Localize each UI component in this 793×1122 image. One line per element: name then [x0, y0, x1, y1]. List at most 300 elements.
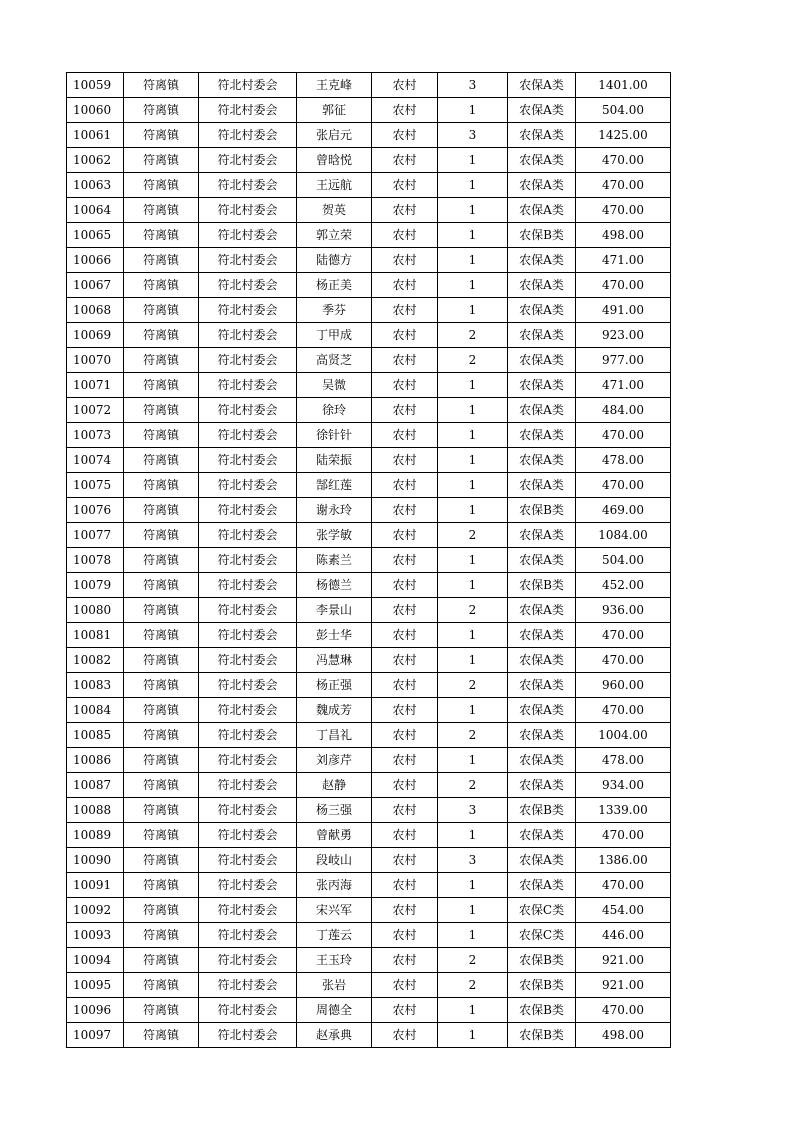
amount-cell: 936.00	[576, 598, 671, 623]
village-committee-cell: 符北村委会	[199, 198, 297, 223]
table-row	[67, 498, 671, 523]
area-type-cell: 农村	[372, 248, 438, 273]
area-type-cell: 农村	[372, 173, 438, 198]
record-id-cell: 10097	[67, 1023, 124, 1048]
record-id-cell: 10065	[67, 223, 124, 248]
person-name-cell: 陆德方	[297, 248, 372, 273]
amount-cell: 446.00	[576, 923, 671, 948]
household-count-cell: 2	[438, 523, 508, 548]
area-type-cell: 农村	[372, 548, 438, 573]
table-row	[67, 423, 671, 448]
table-row	[67, 848, 671, 873]
household-count-cell: 1	[438, 748, 508, 773]
household-count-cell: 3	[438, 123, 508, 148]
amount-cell: 470.00	[576, 473, 671, 498]
insurance-category-cell: 农保A类	[508, 773, 576, 798]
town-name-cell: 符离镇	[124, 923, 199, 948]
insurance-category-cell: 农保A类	[508, 148, 576, 173]
table-row	[67, 473, 671, 498]
town-name-cell: 符离镇	[124, 998, 199, 1023]
record-id-cell: 10066	[67, 248, 124, 273]
record-id-cell: 10082	[67, 648, 124, 673]
amount-cell: 504.00	[576, 548, 671, 573]
record-id-cell: 10062	[67, 148, 124, 173]
area-type-cell: 农村	[372, 223, 438, 248]
person-name-cell: 陈素兰	[297, 548, 372, 573]
household-count-cell: 1	[438, 1023, 508, 1048]
area-type-cell: 农村	[372, 673, 438, 698]
household-count-cell: 1	[438, 448, 508, 473]
area-type-cell: 农村	[372, 273, 438, 298]
table-row	[67, 348, 671, 373]
area-type-cell: 农村	[372, 623, 438, 648]
household-count-cell: 1	[438, 248, 508, 273]
household-count-cell: 1	[438, 473, 508, 498]
town-name-cell: 符离镇	[124, 473, 199, 498]
village-committee-cell: 符北村委会	[199, 673, 297, 698]
village-committee-cell: 符北村委会	[199, 923, 297, 948]
town-name-cell: 符离镇	[124, 698, 199, 723]
insurance-category-cell: 农保A类	[508, 373, 576, 398]
record-id-cell: 10095	[67, 973, 124, 998]
town-name-cell: 符离镇	[124, 323, 199, 348]
insurance-category-cell: 农保A类	[508, 323, 576, 348]
table-row	[67, 448, 671, 473]
table-row	[67, 173, 671, 198]
amount-cell: 921.00	[576, 948, 671, 973]
village-committee-cell: 符北村委会	[199, 448, 297, 473]
amount-cell: 470.00	[576, 873, 671, 898]
table-row	[67, 748, 671, 773]
insurance-category-cell: 农保B类	[508, 1023, 576, 1048]
household-count-cell: 1	[438, 548, 508, 573]
insurance-category-cell: 农保B类	[508, 798, 576, 823]
area-type-cell: 农村	[372, 323, 438, 348]
village-committee-cell: 符北村委会	[199, 473, 297, 498]
amount-cell: 470.00	[576, 273, 671, 298]
town-name-cell: 符离镇	[124, 748, 199, 773]
record-id-cell: 10074	[67, 448, 124, 473]
amount-cell: 921.00	[576, 973, 671, 998]
area-type-cell: 农村	[372, 398, 438, 423]
amount-cell: 1339.00	[576, 798, 671, 823]
village-committee-cell: 符北村委会	[199, 73, 297, 98]
village-committee-cell: 符北村委会	[199, 173, 297, 198]
area-type-cell: 农村	[372, 298, 438, 323]
amount-cell: 977.00	[576, 348, 671, 373]
insurance-category-cell: 农保A类	[508, 823, 576, 848]
amount-cell: 1004.00	[576, 723, 671, 748]
person-name-cell: 曾晗悦	[297, 148, 372, 173]
household-count-cell: 1	[438, 873, 508, 898]
household-count-cell: 2	[438, 348, 508, 373]
table-row	[67, 673, 671, 698]
town-name-cell: 符离镇	[124, 723, 199, 748]
household-count-cell: 1	[438, 98, 508, 123]
insurance-category-cell: 农保A类	[508, 398, 576, 423]
town-name-cell: 符离镇	[124, 423, 199, 448]
household-count-cell: 2	[438, 598, 508, 623]
record-id-cell: 10085	[67, 723, 124, 748]
record-id-cell: 10096	[67, 998, 124, 1023]
record-id-cell: 10087	[67, 773, 124, 798]
household-count-cell: 2	[438, 723, 508, 748]
insurance-category-cell: 农保A类	[508, 448, 576, 473]
household-count-cell: 2	[438, 673, 508, 698]
record-id-cell: 10064	[67, 198, 124, 223]
table-row	[67, 998, 671, 1023]
amount-cell: 1084.00	[576, 523, 671, 548]
person-name-cell: 杨三强	[297, 798, 372, 823]
person-name-cell: 郜红莲	[297, 473, 372, 498]
amount-cell: 470.00	[576, 998, 671, 1023]
person-name-cell: 宋兴军	[297, 898, 372, 923]
table-row	[67, 573, 671, 598]
table-row	[67, 623, 671, 648]
insurance-category-cell: 农保B类	[508, 948, 576, 973]
household-count-cell: 1	[438, 398, 508, 423]
area-type-cell: 农村	[372, 773, 438, 798]
area-type-cell: 农村	[372, 423, 438, 448]
amount-cell: 470.00	[576, 623, 671, 648]
table-row	[67, 323, 671, 348]
insurance-category-cell: 农保A类	[508, 423, 576, 448]
amount-cell: 470.00	[576, 198, 671, 223]
insurance-category-cell: 农保A类	[508, 248, 576, 273]
town-name-cell: 符离镇	[124, 273, 199, 298]
record-id-cell: 10089	[67, 823, 124, 848]
town-name-cell: 符离镇	[124, 673, 199, 698]
amount-cell: 923.00	[576, 323, 671, 348]
town-name-cell: 符离镇	[124, 973, 199, 998]
household-count-cell: 3	[438, 73, 508, 98]
insurance-category-cell: 农保A类	[508, 273, 576, 298]
insurance-category-cell: 农保A类	[508, 198, 576, 223]
record-id-cell: 10084	[67, 698, 124, 723]
town-name-cell: 符离镇	[124, 73, 199, 98]
insurance-category-cell: 农保A类	[508, 98, 576, 123]
amount-cell: 478.00	[576, 448, 671, 473]
insurance-category-cell: 农保A类	[508, 648, 576, 673]
person-name-cell: 季芬	[297, 298, 372, 323]
table-row	[67, 248, 671, 273]
insurance-category-cell: 农保A类	[508, 123, 576, 148]
area-type-cell: 农村	[372, 98, 438, 123]
record-id-cell: 10092	[67, 898, 124, 923]
town-name-cell: 符离镇	[124, 123, 199, 148]
insurance-category-cell: 农保A类	[508, 873, 576, 898]
village-committee-cell: 符北村委会	[199, 398, 297, 423]
village-committee-cell: 符北村委会	[199, 598, 297, 623]
village-committee-cell: 符北村委会	[199, 648, 297, 673]
area-type-cell: 农村	[372, 1023, 438, 1048]
person-name-cell: 周德全	[297, 998, 372, 1023]
person-name-cell: 张学敏	[297, 523, 372, 548]
insurance-category-cell: 农保A类	[508, 348, 576, 373]
household-count-cell: 2	[438, 973, 508, 998]
insurance-category-cell: 农保B类	[508, 498, 576, 523]
town-name-cell: 符离镇	[124, 248, 199, 273]
table-row	[67, 148, 671, 173]
record-id-cell: 10073	[67, 423, 124, 448]
area-type-cell: 农村	[372, 748, 438, 773]
town-name-cell: 符离镇	[124, 398, 199, 423]
record-id-cell: 10083	[67, 673, 124, 698]
household-count-cell: 1	[438, 648, 508, 673]
area-type-cell: 农村	[372, 848, 438, 873]
table-row	[67, 723, 671, 748]
amount-cell: 452.00	[576, 573, 671, 598]
person-name-cell: 张岩	[297, 973, 372, 998]
village-committee-cell: 符北村委会	[199, 623, 297, 648]
insurance-category-cell: 农保B类	[508, 223, 576, 248]
area-type-cell: 农村	[372, 948, 438, 973]
town-name-cell: 符离镇	[124, 598, 199, 623]
insurance-category-cell: 农保A类	[508, 298, 576, 323]
record-id-cell: 10080	[67, 598, 124, 623]
village-committee-cell: 符北村委会	[199, 373, 297, 398]
person-name-cell: 彭士华	[297, 623, 372, 648]
town-name-cell: 符离镇	[124, 548, 199, 573]
record-id-cell: 10090	[67, 848, 124, 873]
table-row	[67, 198, 671, 223]
record-id-cell: 10094	[67, 948, 124, 973]
area-type-cell: 农村	[372, 648, 438, 673]
town-name-cell: 符离镇	[124, 648, 199, 673]
person-name-cell: 张丙海	[297, 873, 372, 898]
insurance-category-cell: 农保A类	[508, 723, 576, 748]
town-name-cell: 符离镇	[124, 98, 199, 123]
person-name-cell: 刘彦芹	[297, 748, 372, 773]
village-committee-cell: 符北村委会	[199, 948, 297, 973]
household-count-cell: 1	[438, 423, 508, 448]
town-name-cell: 符离镇	[124, 948, 199, 973]
household-count-cell: 1	[438, 823, 508, 848]
table-row	[67, 1023, 671, 1048]
person-name-cell: 谢永玲	[297, 498, 372, 523]
insurance-category-cell: 农保B类	[508, 998, 576, 1023]
insurance-category-cell: 农保A类	[508, 548, 576, 573]
village-committee-cell: 符北村委会	[199, 98, 297, 123]
insurance-category-cell: 农保A类	[508, 173, 576, 198]
village-committee-cell: 符北村委会	[199, 223, 297, 248]
person-name-cell: 贺英	[297, 198, 372, 223]
town-name-cell: 符离镇	[124, 298, 199, 323]
amount-cell: 471.00	[576, 248, 671, 273]
person-name-cell: 张启元	[297, 123, 372, 148]
table-row	[67, 598, 671, 623]
town-name-cell: 符离镇	[124, 773, 199, 798]
insurance-category-cell: 农保B类	[508, 973, 576, 998]
area-type-cell: 农村	[372, 348, 438, 373]
household-count-cell: 1	[438, 298, 508, 323]
village-committee-cell: 符北村委会	[199, 548, 297, 573]
record-id-cell: 10063	[67, 173, 124, 198]
town-name-cell: 符离镇	[124, 198, 199, 223]
record-id-cell: 10071	[67, 373, 124, 398]
area-type-cell: 农村	[372, 998, 438, 1023]
amount-cell: 934.00	[576, 773, 671, 798]
area-type-cell: 农村	[372, 448, 438, 473]
area-type-cell: 农村	[372, 873, 438, 898]
table-row	[67, 948, 671, 973]
table-row	[67, 823, 671, 848]
record-id-cell: 10078	[67, 548, 124, 573]
person-name-cell: 杨正强	[297, 673, 372, 698]
record-id-cell: 10079	[67, 573, 124, 598]
household-count-cell: 1	[438, 148, 508, 173]
household-count-cell: 1	[438, 923, 508, 948]
amount-cell: 471.00	[576, 373, 671, 398]
household-count-cell: 1	[438, 898, 508, 923]
household-count-cell: 3	[438, 798, 508, 823]
area-type-cell: 农村	[372, 148, 438, 173]
roster-table-body	[67, 73, 671, 1048]
table-row	[67, 548, 671, 573]
household-count-cell: 1	[438, 173, 508, 198]
record-id-cell: 10067	[67, 273, 124, 298]
person-name-cell: 杨德兰	[297, 573, 372, 598]
town-name-cell: 符离镇	[124, 373, 199, 398]
record-id-cell: 10072	[67, 398, 124, 423]
person-name-cell: 吴微	[297, 373, 372, 398]
village-committee-cell: 符北村委会	[199, 848, 297, 873]
person-name-cell: 郭征	[297, 98, 372, 123]
village-committee-cell: 符北村委会	[199, 1023, 297, 1048]
area-type-cell: 农村	[372, 473, 438, 498]
area-type-cell: 农村	[372, 598, 438, 623]
insurance-category-cell: 农保A类	[508, 748, 576, 773]
area-type-cell: 农村	[372, 973, 438, 998]
insurance-category-cell: 农保A类	[508, 473, 576, 498]
table-row	[67, 773, 671, 798]
area-type-cell: 农村	[372, 198, 438, 223]
town-name-cell: 符离镇	[124, 823, 199, 848]
amount-cell: 491.00	[576, 298, 671, 323]
village-committee-cell: 符北村委会	[199, 273, 297, 298]
town-name-cell: 符离镇	[124, 798, 199, 823]
village-committee-cell: 符北村委会	[199, 573, 297, 598]
household-count-cell: 2	[438, 948, 508, 973]
area-type-cell: 农村	[372, 123, 438, 148]
village-committee-cell: 符北村委会	[199, 298, 297, 323]
village-committee-cell: 符北村委会	[199, 773, 297, 798]
amount-cell: 470.00	[576, 173, 671, 198]
area-type-cell: 农村	[372, 723, 438, 748]
table-row	[67, 523, 671, 548]
village-committee-cell: 符北村委会	[199, 123, 297, 148]
village-committee-cell: 符北村委会	[199, 698, 297, 723]
person-name-cell: 郭立荣	[297, 223, 372, 248]
person-name-cell: 赵静	[297, 773, 372, 798]
amount-cell: 470.00	[576, 648, 671, 673]
household-count-cell: 2	[438, 773, 508, 798]
record-id-cell: 10091	[67, 873, 124, 898]
person-name-cell: 赵承典	[297, 1023, 372, 1048]
record-id-cell: 10077	[67, 523, 124, 548]
person-name-cell: 徐玲	[297, 398, 372, 423]
table-row	[67, 648, 671, 673]
town-name-cell: 符离镇	[124, 348, 199, 373]
village-committee-cell: 符北村委会	[199, 248, 297, 273]
town-name-cell: 符离镇	[124, 223, 199, 248]
person-name-cell: 王克峰	[297, 73, 372, 98]
town-name-cell: 符离镇	[124, 523, 199, 548]
area-type-cell: 农村	[372, 798, 438, 823]
table-row	[67, 798, 671, 823]
table-row	[67, 898, 671, 923]
village-committee-cell: 符北村委会	[199, 798, 297, 823]
amount-cell: 470.00	[576, 423, 671, 448]
village-committee-cell: 符北村委会	[199, 498, 297, 523]
amount-cell: 484.00	[576, 398, 671, 423]
village-committee-cell: 符北村委会	[199, 973, 297, 998]
person-name-cell: 陆荣振	[297, 448, 372, 473]
town-name-cell: 符离镇	[124, 848, 199, 873]
person-name-cell: 丁昌礼	[297, 723, 372, 748]
table-row	[67, 273, 671, 298]
town-name-cell: 符离镇	[124, 573, 199, 598]
village-committee-cell: 符北村委会	[199, 523, 297, 548]
table-row	[67, 373, 671, 398]
amount-cell: 498.00	[576, 223, 671, 248]
record-id-cell: 10081	[67, 623, 124, 648]
insurance-category-cell: 农保A类	[508, 523, 576, 548]
insurance-category-cell: 农保C类	[508, 923, 576, 948]
town-name-cell: 符离镇	[124, 498, 199, 523]
record-id-cell: 10086	[67, 748, 124, 773]
amount-cell: 470.00	[576, 148, 671, 173]
household-count-cell: 1	[438, 223, 508, 248]
village-committee-cell: 符北村委会	[199, 323, 297, 348]
record-id-cell: 10093	[67, 923, 124, 948]
record-id-cell: 10069	[67, 323, 124, 348]
person-name-cell: 王玉玲	[297, 948, 372, 973]
table-row	[67, 698, 671, 723]
town-name-cell: 符离镇	[124, 898, 199, 923]
area-type-cell: 农村	[372, 823, 438, 848]
person-name-cell: 丁莲云	[297, 923, 372, 948]
household-count-cell: 1	[438, 698, 508, 723]
household-count-cell: 3	[438, 848, 508, 873]
record-id-cell: 10070	[67, 348, 124, 373]
area-type-cell: 农村	[372, 523, 438, 548]
table-row	[67, 123, 671, 148]
record-id-cell: 10076	[67, 498, 124, 523]
village-committee-cell: 符北村委会	[199, 748, 297, 773]
insurance-category-cell: 农保A类	[508, 848, 576, 873]
amount-cell: 469.00	[576, 498, 671, 523]
amount-cell: 470.00	[576, 698, 671, 723]
insurance-category-cell: 农保B类	[508, 573, 576, 598]
table-row	[67, 73, 671, 98]
household-count-cell: 1	[438, 373, 508, 398]
record-id-cell: 10088	[67, 798, 124, 823]
area-type-cell: 农村	[372, 923, 438, 948]
person-name-cell: 冯慧琳	[297, 648, 372, 673]
table-row	[67, 923, 671, 948]
table-row	[67, 398, 671, 423]
household-count-cell: 2	[438, 323, 508, 348]
person-name-cell: 杨正美	[297, 273, 372, 298]
village-committee-cell: 符北村委会	[199, 423, 297, 448]
village-committee-cell: 符北村委会	[199, 723, 297, 748]
record-id-cell: 10068	[67, 298, 124, 323]
household-count-cell: 1	[438, 498, 508, 523]
person-name-cell: 李景山	[297, 598, 372, 623]
amount-cell: 454.00	[576, 898, 671, 923]
record-id-cell: 10075	[67, 473, 124, 498]
